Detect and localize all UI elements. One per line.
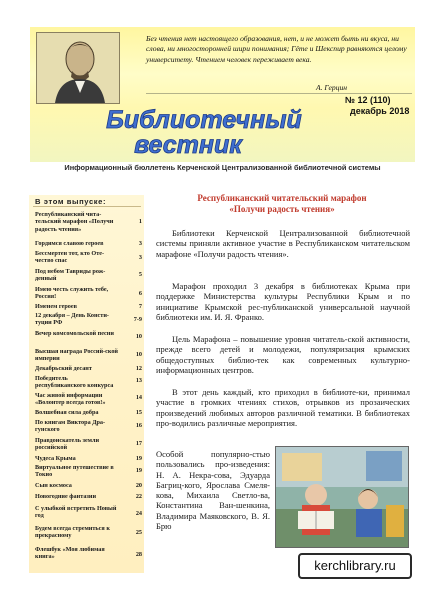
toc-item[interactable]: Бессмертен тот, кто Оте-чество спас <box>35 250 105 265</box>
newsletter-subtitle: Информационный бюллетень Керченской Централизованной библиотечной системы <box>64 163 381 172</box>
event-photo <box>275 446 409 548</box>
toc-item[interactable]: Имею честь служить тебе, Россия! <box>35 286 109 301</box>
epigraph-quote: Без чтения нет настоящего образования, нет, и не может быть ни вкуса, ни слова, ни многосторонней шири понимания; Гёте и Шекспир равняются целому университету. Чтением человек переживает века. <box>146 34 407 64</box>
article-paragraph: Марафон проходил 3 декабря в библиотеках Крыма при поддержке Министерства культуры Республики Крым и по инициативе Крымской рес-публиканской универсальной научной библиотеки им. И. Я. Франко. <box>156 281 410 322</box>
toc-item[interactable]: Высшая награда Россий-ской империи <box>35 348 118 363</box>
toc-page-number: 7-9 <box>133 316 142 323</box>
toc-page-number: 5 <box>138 271 142 278</box>
title-line-1: Библиотечный <box>106 106 302 134</box>
toc-page-number: 3 <box>138 254 142 261</box>
toc-item[interactable]: По книгам Виктора Дра-гунского <box>35 419 106 434</box>
toc-title: В этом выпуске: <box>35 197 107 206</box>
reading-event-illustration <box>276 447 408 547</box>
epigraph-divider <box>146 93 412 94</box>
toc-page-number: 14 <box>135 394 142 401</box>
issue-date: декабрь 2018 <box>350 106 410 116</box>
portrait-illustration <box>37 33 119 103</box>
author-portrait-image <box>36 32 120 104</box>
toc-page-number: 17 <box>135 440 142 447</box>
toc-page-number: 22 <box>135 493 142 500</box>
toc-item[interactable]: Вечер комсомольской песни <box>35 330 114 337</box>
toc-item[interactable]: Виртуальное путешествие в Токио <box>35 464 114 479</box>
article-title <box>152 193 412 215</box>
issue-number: № 12 (110) <box>345 95 391 105</box>
toc-page-number: 10 <box>135 351 142 358</box>
toc-item[interactable]: 12 декабря – День Консти-туции РФ <box>35 312 109 327</box>
website-link[interactable]: kerchlibrary.ru <box>298 553 412 579</box>
toc-page-number: 20 <box>135 482 142 489</box>
toc-item[interactable]: Декабрьский десант <box>35 365 92 372</box>
toc-item[interactable]: Республиканский чита-тельский марафон «Получи радость чтения» <box>35 211 114 233</box>
toc-page-number: 28 <box>135 551 142 558</box>
article-paragraph: Цель Марафона – повышение уровня читатель-ской активности, прежде всего детей и молодежи, популяризация крымских общедоступных библио-тек как современных культурно-информационных центров. <box>156 334 410 375</box>
article-paragraph: Библиотеки Керченской Централизованной библиотечной системы приняли активное участие в Республиканском читательском марафоне «Получи радость чтения». <box>156 228 410 259</box>
toc-page-number: 3 <box>138 240 142 247</box>
toc-item[interactable]: Сын космоса <box>35 482 72 489</box>
toc-item[interactable]: С улыбкой встретить Новый год <box>35 505 117 520</box>
toc-page-number: 19 <box>135 467 142 474</box>
toc-page-number: 7 <box>138 303 142 310</box>
toc-page-number: 10 <box>135 333 142 340</box>
toc-item[interactable]: Волшебная сила добра <box>35 409 99 416</box>
toc-page-number: 24 <box>135 510 142 517</box>
article-paragraph: Особой популярно-стью пользовались про-изведения: Н. А. Некра-сова, Эдуарда Багриц-кого, Ярослава Смеля-кова, Михаила Светло-ва, Константина Ван-шенкина, Владимира Маяковского, В. Я. Брю <box>156 449 270 532</box>
toc-item[interactable]: Гордимся славою героев <box>35 240 104 247</box>
toc-item[interactable]: Под небом Тавриды рож-денный <box>35 268 106 283</box>
toc-page-number: 15 <box>135 409 142 416</box>
toc-item[interactable]: Чудеса Крыма <box>35 455 76 462</box>
toc-page-number: 12 <box>135 365 142 372</box>
toc-page-number: 1 <box>138 218 142 225</box>
toc-item[interactable]: Победитель республиканского конкурса <box>35 375 114 390</box>
toc-item[interactable]: Правдоискатель земли российской <box>35 437 100 452</box>
toc-item[interactable]: Будем всегда стремиться к прекрасному <box>35 525 110 540</box>
article-paragraph: В этот день каждый, кто приходил в библиоте-ки, принимал участие в громких чтениях стихов, отрывков из прозаических произведений любимых авторов различной тематики. В библиотеках про-водились различные мероприятия. <box>156 387 410 428</box>
toc-item[interactable]: Именем героев <box>35 303 77 310</box>
epigraph-author: А. Герцин <box>316 83 348 92</box>
toc-item[interactable]: Новогодние фантазии <box>35 493 97 500</box>
title-line-2: вестник <box>134 131 242 155</box>
toc-page-number: 25 <box>135 529 142 536</box>
newsletter-title <box>80 103 340 155</box>
toc-page-number: 19 <box>135 455 142 462</box>
toc-page-number: 13 <box>135 377 142 384</box>
toc-item[interactable]: Час живой информации «Волонтер всегда готов!» <box>35 392 106 407</box>
article-title-line-1: Республиканский читательский марафон <box>197 193 367 203</box>
toc-divider <box>33 206 141 207</box>
toc-page-number: 6 <box>138 290 142 297</box>
article-title-line-2: «Получи радость чтения» <box>229 204 335 214</box>
toc-item[interactable]: Флешбук «Моя любимая книга» <box>35 546 105 561</box>
toc-page-number: 16 <box>135 422 142 429</box>
